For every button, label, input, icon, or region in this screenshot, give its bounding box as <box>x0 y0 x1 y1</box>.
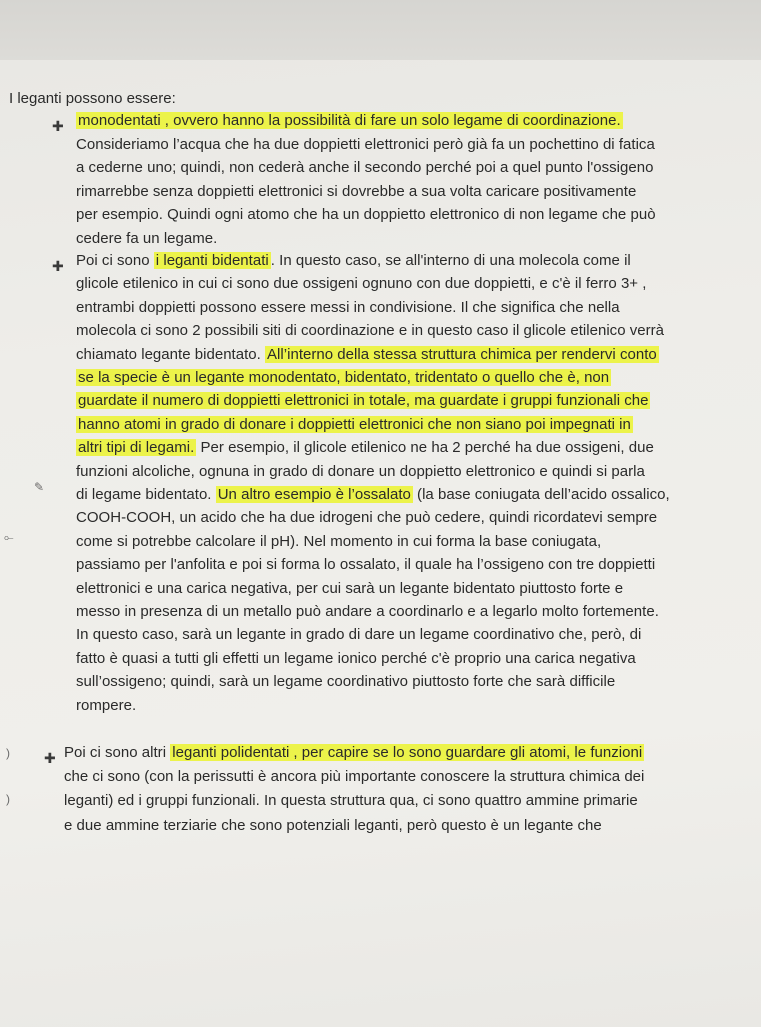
highlighted-text: Un altro esempio è l’ossalato <box>217 486 411 503</box>
text-span: elettronici e una carica negativa, per cui sarà un legante bidentato piuttosto forte e <box>76 579 624 597</box>
highlighted-text: hanno atomi in grado di donare i doppietti elettronici che non siano poi impegnati in <box>78 415 631 433</box>
text-span: a cederne uno; quindi, non cederà anche il secondo perché poi a quel punto l'ossigeno <box>76 159 654 176</box>
bullet-icon: ✚ <box>52 118 64 134</box>
text-line <box>76 320 664 342</box>
text-span: funzioni alcoliche, ognuna in grado di donare un doppietto elettronico e quindi si parla <box>76 462 645 480</box>
text-line <box>76 624 641 646</box>
text-line <box>76 110 623 132</box>
text-span: che ci sono (con la perissutti è ancora più importante conoscere la struttura chimica dei <box>64 768 645 786</box>
text-span: per esempio. Quindi ogni atomo che ha un doppietto elettronico di non legame che può <box>76 206 656 223</box>
text-line <box>76 390 650 412</box>
text-span: fatto è quasi a tutti gli effetti un legame ionico perché c'è proprio una carica negativa <box>76 649 636 667</box>
highlighted-text: se la specie è un legante monodentato, bidentato, tridentato o quello che è, non <box>78 369 610 386</box>
text-span: di legame bidentato. <box>76 486 216 503</box>
highlighted-text: altri tipi di legami. <box>78 439 195 457</box>
text-line <box>76 578 623 600</box>
text-line <box>76 181 636 203</box>
text-line <box>76 344 659 366</box>
text-line <box>76 601 659 623</box>
text-span: sull’ossigeno; quindi, sarà un legame coordinativo piuttosto forte che sarà difficile <box>76 673 616 691</box>
text-span: messo in presenza di un metallo può andare a coordinarlo e a legarlo molto fortemente. <box>76 603 659 620</box>
pencil-mark-4: ) <box>6 792 10 806</box>
pencil-mark-2: ⟜ <box>4 530 14 544</box>
highlighted-text: , ovvero hanno la possibilità di fare un solo legame di coordinazione. <box>164 112 621 129</box>
text-span: . In questo caso, se all'interno di una molecola come il <box>270 252 631 269</box>
text-line <box>76 250 631 272</box>
text-line <box>76 134 655 156</box>
text-line <box>76 228 217 250</box>
text-line <box>76 695 136 717</box>
text-span: Poi ci sono altri <box>64 744 171 761</box>
text-span: Poi ci sono <box>76 252 154 269</box>
highlighted-text: guardate il numero di doppietti elettronici in totale, ma guardate i gruppi funzionali che <box>78 392 649 410</box>
text-span: glicole etilenico in cui ci sono due ossigeni ognuno con due doppietti, e c'è il ferro 3+ , <box>76 275 647 293</box>
text-span: rompere. <box>76 696 137 714</box>
highlighted-text: , per capire se lo sono guardare gli atomi, le funzioni <box>293 744 643 761</box>
text-span: molecola ci sono 2 possibili siti di coordinazione e in questo caso il glicole etilenico verrà <box>76 322 665 340</box>
text-span: chiamato legante bidentato. <box>76 345 266 363</box>
page-heading: I leganti possono essere: <box>9 90 176 107</box>
text-span: Per esempio, il glicole etilenico ne ha 2 perché ha due ossigeni, due <box>196 439 654 457</box>
text-span: cedere fa un legame. <box>76 229 218 247</box>
text-line <box>64 815 602 837</box>
text-span: leganti) ed i gruppi funzionali. In questa struttura qua, ci sono quattro ammine primarie <box>64 792 638 810</box>
pencil-mark-1: ✎ <box>34 480 45 494</box>
text-span: COOH-COOH, un acido che ha due idrogeni che può cedere, quindi ricordatevi sempre <box>76 509 658 527</box>
text-line <box>76 461 645 483</box>
pencil-mark-3: ) <box>6 746 10 760</box>
text-span: passiamo per l'anfolita e poi si forma lo ossalato, il quale ha l’ossigeno con tre doppietti <box>76 556 656 574</box>
highlighted-text: i leganti bidentati <box>155 252 269 269</box>
text-line <box>76 671 615 693</box>
text-line <box>76 367 611 389</box>
text-line <box>76 414 633 436</box>
text-line <box>64 766 644 788</box>
highlighted-text: leganti polidentati <box>172 744 290 761</box>
text-line <box>76 157 654 179</box>
text-span: e due ammine terziarie che sono potenziali leganti, però questo è un legante che <box>64 816 602 834</box>
highlighted-text: All’interno della stessa struttura chimica per rendervi conto <box>267 345 657 363</box>
text-line <box>76 273 646 295</box>
bullet-icon: ✚ <box>52 258 64 274</box>
text-span: (la base coniugata dell’acido ossalico, <box>412 486 670 503</box>
text-line <box>76 507 657 529</box>
bullet-icon: ✚ <box>44 750 56 766</box>
text-span: come si potrebbe calcolare il pH). Nel momento in cui forma la base coniugata, <box>76 532 602 550</box>
text-line <box>76 204 656 226</box>
text-line <box>76 484 670 506</box>
text-span: In questo caso, sarà un legante in grado di dare un legame coordinativo che, però, di <box>76 626 642 644</box>
highlighted-text: monodentati <box>78 112 161 129</box>
text-span: Consideriamo l’acqua che ha due doppietti elettronici però già fa un pochettino di fatica <box>76 135 655 153</box>
text-span: entrambi doppietti possono essere messi in condivisione. Il che significa che nella <box>76 298 620 316</box>
text-line <box>76 531 601 553</box>
text-line <box>64 742 644 764</box>
text-span: rimarrebbe senza doppietti elettronici si dovrebbe a sua volta caricare positivamente <box>76 182 637 200</box>
text-line <box>76 437 654 459</box>
text-line <box>76 297 620 319</box>
text-line <box>64 790 638 812</box>
text-line <box>76 648 636 670</box>
text-line <box>76 554 655 576</box>
